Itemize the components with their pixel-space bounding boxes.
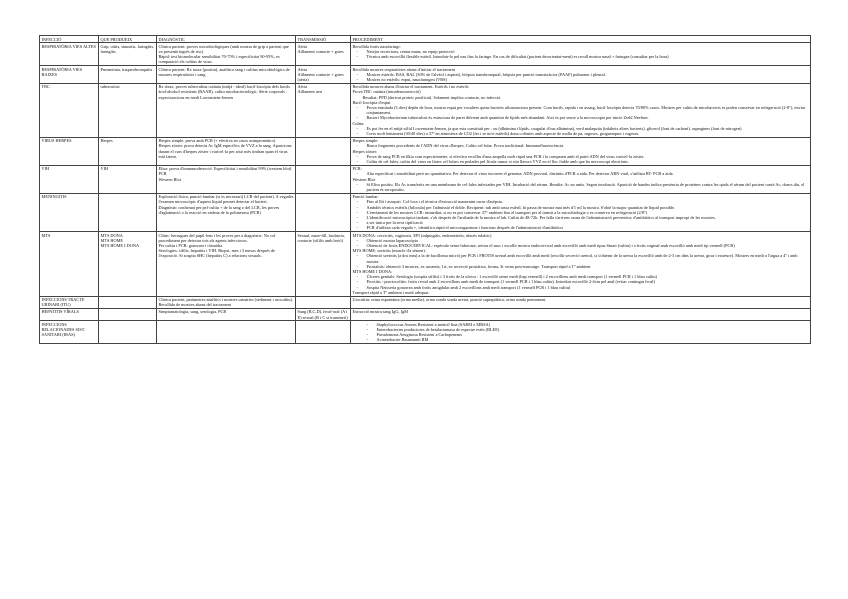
cell-infeccio: MENINGITIS: [40, 193, 99, 231]
procedure-bullet: - L'enviament de les mostres LCR: immediat; si no es pot conservar 37° ambient fins el transport per al transit a la microbiologia o es conserva en refrigeració (2/8°): [353, 210, 809, 215]
procedure-bullet: - Bacteri Mycobacterium tuberculosi ès estructura de paret diferent amb quantitat de lípids més abundant. Així es pot veure a la microscopia per tinció Ziehl Neelsen.: [353, 115, 809, 120]
procedure-bullet: - Proctitis - proctocolitis: frotis rectal amb 2 escovillons amb medi de transport (1 vermell PCR i 1 blau cultiu). Introduir escovilló 2-4cm pel anal (evitar contingut fecal): [353, 279, 809, 284]
cell-produeix: [99, 296, 157, 308]
procedure-line: Western Blot: [352, 176, 375, 182]
procedure-line: Recollida frotis nasofaringi:: [352, 43, 401, 49]
table-row: [40, 321, 811, 344]
cell-procediment: [351, 43, 811, 66]
cell-diagnostic: Rx tòrax, proves tuberculina cutània (mitjà - ideal) bacil·loscòpia dels bacils àcid-alcohol resistents (BAAR), cultiu micobacteriològic. Sèrie corporals : expectoracions en medi Lowenstein-Jensen: [157, 83, 296, 137]
procedure-line: MTS DONA: cervicitis, vaginosis, EPI (salpingitis, endometritis, abscés tubàric): [352, 232, 492, 238]
cell-infeccio: VIRUS HERPES: [40, 137, 99, 165]
cell-infeccio: TBC: [40, 83, 99, 137]
procedure-bullet: - a ser única per la seva tipificació: [353, 220, 809, 225]
procedure-line: Prova TBC cutània (intradermoreacció): [352, 89, 421, 95]
cell-transmissio: [296, 137, 351, 165]
procedure-line: MTS HOME I DONA:: [352, 269, 393, 275]
cell-procediment: [351, 66, 811, 84]
cell-infeccio: INFECCIONS RELACIONADES SIST. SANITARI (IRAS): [40, 321, 99, 344]
cell-transmissio: Aèria Aïllament contacte + gotes: [296, 43, 351, 66]
procedure-bullet: - Enterobacteries productores de betalactamasa de espectre estès (BLEE): [353, 327, 809, 332]
procedure-bullet: - Ambdós tècnics estèrils (bilocula) per l'admissió el doble. Recipient: tub amb tassa estèril, hi passa de mostra mai més d'1 ml la mostra. S'obté la major quantitat de líquid possible.: [353, 205, 809, 210]
procedure-bullet: - Obtenció mostra laparoscòpia: [353, 238, 809, 243]
cell-procediment: [351, 308, 811, 320]
table-row: [40, 43, 811, 66]
procedure-bullet: - Mostres no estèrils: esput, nasofaringeu (VRS): [353, 77, 809, 82]
procedure-bullet: - Si Elisa positiu. Els Ac transferits en una membrana de cel·lules infectades per VIH. Incubació del sèrum. Resulta: Ac no units. Segon incubació. Aparició de bandes indica presència de proteïnes contra les quals el sèrum del pacient conté Ac, doncs diu, el pacient és seropositiu.: [353, 182, 809, 192]
procedure-bullet: - Prostatitis: obtenció 3 mostres, ex uroantis, 1ri, ex secreció prostàtica, forma, 3r orina post-massatge. Transport ràpid a Tº ambient: [353, 264, 809, 269]
cell-diagnostic: Clínica pacient: Rx torax (positiu), analítica sang i cultius microbiològics de mostres respiratòries i sang: [157, 66, 296, 84]
table-row: [40, 66, 811, 84]
cell-diagnostic: Clínic: herrugues del pupil·lens i les proves per a diagnòstic. No col procediment per detectar tots els agents infecciosos. Per cultiu i PCR: gonorrea i clamídia Serologies: sífilis, hepatitis i VIH. Biopsi, mes i 3 mesos després de l'exposició. Si sospita SHC (hepatitis C) a relacions sexuals.: [157, 232, 296, 296]
header-produeix: QUE PRODUEIX: [99, 36, 157, 43]
procedure-bullet: - Prova de sang PCR en líkia com espectròmetre, si efectiva recolliu d'una ampolla molt ràpid una PCR i la comparen amb el patró ADN del virus varicel·la zòster.: [353, 154, 809, 159]
procedure-bullet: - Sospita Neisseria gonorrea amb frotis amigdalar amb 2 escovillons amb medi transport (1 vermell PCR i 1 blau cultiu): [353, 285, 809, 290]
cell-produeix: Herpes: [99, 137, 157, 165]
cell-procediment: [351, 83, 811, 137]
procedure-bullet: - Alta específicat i sensibilitat però no quantitativa. Per detectar el virus incorren el genoma, ADN proviral, distintiu d'PCR a aida. Per detectar ARN viral, s'utilitza RT- PCR a aida.: [353, 171, 809, 176]
procedure-bullet: - Pseudomona Aeuginosa Resistent a Carbapenems: [353, 332, 809, 337]
procedure-bullet: - Staphylococcus Aureus Resistent a meticil·lina (SARM o MRSA): [353, 322, 809, 327]
cell-diagnostic: Elisa: prova d'immunodetecció. Especificitat i sensibilitat 99% (western blot) PCR Western Blot: [157, 165, 296, 193]
table-body: [40, 43, 811, 344]
procedure-bullet: - Úlceres genitals: Serologia (sospita sífilis) i 3 frotis de la ulcera : 1 escovilló sense medi (bap vermell) i 2 escovillons amb medi transport (1 vermell PCR i 1 blau cultiu): [353, 274, 809, 279]
cell-diagnostic: Clínica pacient, paràmetres analítics i mostres urinàries (sediment i urocultiu). Recollida de mostres abans del tractament: [157, 296, 296, 308]
cell-transmissio: Aèria Aïllament contacte + gotes (aèria): [296, 66, 351, 84]
cell-infeccio: MTS: [40, 232, 99, 296]
header-diagnostic: DIAGNÒSTIC: [157, 36, 296, 43]
procedure-bullet: - Cultiu de cel·lules: cultiu del virus en línies cel·lulars en perlades pel·lícula tumor si són llavors VVZ en el lloc fiable amb que ha microscopi electrònic.: [353, 159, 809, 164]
procedure-line: MTS HOME: uretritis (muscle d'a sèmen):: [352, 248, 426, 254]
procedure-line: Recollida mostres abans d'iniciar el tractament. Estèrils i no estèrils: [352, 84, 469, 90]
header-transmissio: TRANSMISSIÓ: [296, 36, 351, 43]
cell-produeix: [99, 321, 157, 344]
procedure-bullet: - Prova esmitada (3 dies) depèn de hora, mostra esput per vosaltres quins bacteris ultrastructura present. Com bacils, rapida i en assaig, bacil·loscòpia detecta 70/80% casos. Mostres per cultiu de micobacteris es poden conservar en refrigeració (2-8°), enviar conjuntament.: [353, 105, 809, 115]
cell-transmissio: [296, 321, 351, 344]
table-row: [40, 296, 811, 308]
procedure-line: Transport ràpid a Tº ambient i medi adequat.: [352, 289, 430, 295]
cell-infeccio: VIH: [40, 165, 99, 193]
procedure-bullet: - Busca fragments procedents de l'ADN del virus d'herpes. Cultiu cel·lular. Prova tradicional: Immunofluorescència.: [353, 143, 809, 148]
cell-diagnostic: Herpes simple: prova amb PCR (+ efectiva en casos asimptomàtics) Herpes zòster: prova detecta Ac IgM específics de VVZ a la sang. Aparicions durant el curs d'herpes zòster i varicel·la per això més tindran quan el virus està latent.: [157, 137, 296, 165]
procedure-line: Cultiu:: [352, 120, 365, 126]
procedure-bullet: - L'identificació microscòpica tardant, s'ob després de l'arribada de la mostra el lab. Cultiu de 48-72h. Per falla s'arriven causa de l'administració preventiva; d'antibiòtics al transport impropi de les mostres.: [353, 215, 809, 220]
cell-diagnostic: [157, 321, 296, 344]
procedure-bullet: - Obtenció uretritis (a dos mm) a la de bacilloma micrò) per PCR i FROTIS uretral amb escovilló amb medi (recollir secreció uretral, si s'obtenir de la uretra la escovilló amb de 2-3 cm dins la uretra, girar i extreure). Mostres en medi a l'aigua a 4º t amb mostra.: [353, 253, 809, 263]
procedure-line: Punció lumbar:: [352, 194, 379, 200]
cell-infeccio: RESPIRATÒRIA VIES ALTES: [40, 43, 99, 66]
cell-transmissio: [296, 296, 351, 308]
cell-transmissio: Aèria Aïllament aeri: [296, 83, 351, 137]
cell-procediment: [351, 193, 811, 231]
procedure-bullet: - PCR d'utilitza cada vegada +, identifica ràpid el microorganisme i funcions després de l'administració d'antibiòtics: [353, 225, 809, 230]
cell-procediment: [351, 232, 811, 296]
cell-produeix: [99, 308, 157, 320]
header-row: [40, 36, 811, 43]
cell-produeix: Grip, otitis, sinusitis, faringitis, laringitis: [99, 43, 157, 66]
cell-procediment: [351, 296, 811, 308]
procedure-bullet: - Mostres estèrils: BAS, BAL (30% de l'alvèol i aspirat), biòpsia transbronquial, biòpsia per punció transtoràcica (PAAF) pulmonar i pleural.: [353, 72, 809, 77]
procedure-bullet: - Es pot fer en el mitjà sòlid Lowenstein-Jensen, ja que esta constituït per : ou (albúmina i lípids, coagulat d'ous albúmina), verd malaquita (inhibeix altres bacteris), glicerol (font de carboni), aspargines (font de nitrogen): [353, 126, 809, 131]
cell-produeix: MTS DONA MTS HOME MTS HOME I DONA: [99, 232, 157, 296]
cell-infeccio: HEPATITIS VÍRALS: [40, 308, 99, 320]
table-row: [40, 308, 811, 320]
cell-procediment: [351, 137, 811, 165]
cell-transmissio: Sang (B,C,D), fecal-oral (A i E) sexual (B i C si transmeti): [296, 308, 351, 320]
cell-produeix: tuberculosi: [99, 83, 157, 137]
cell-procediment: [351, 321, 811, 344]
cell-infeccio: RESPIRATÒRIA VIES BAIXES: [40, 66, 99, 84]
procedure-bullet: - Acinetobacter Baumannii RM: [353, 337, 809, 342]
cell-diagnostic: Simptomatologia, sang, serologia, PCR: [157, 308, 296, 320]
procedure-line: PCR:: [352, 166, 362, 172]
cell-transmissio: Sexual, mare-fill, lactància, contacte (sífilis amb lesió): [296, 232, 351, 296]
procedure-line: Herpes zòster:: [352, 148, 378, 154]
procedure-line: Bacil·loscòpia d'esput: [352, 99, 391, 105]
table-row: [40, 193, 811, 231]
procedure-bullet: - Netejar secrecions, rentar mans, no equip protecció: [353, 49, 809, 54]
header-procediment: PROCEDIMENT: [351, 36, 811, 43]
cell-infeccio: INFECCIONS TRACTE URINARI (ITU): [40, 296, 99, 308]
table-row: [40, 83, 811, 137]
cell-transmissio: [296, 165, 351, 193]
infections-table: [39, 35, 811, 344]
header-infeccio: INFECCIÓ: [40, 36, 99, 43]
procedure-bullet: - Fins al llit i assepsit. Col·loca t el tècnica d'extracció mantenint curse d'asèpsia.: [353, 199, 809, 204]
procedure-bullet: - Creix molt lentament (30/40 dies) a 37º en atmosfera de CO2 (fer i se no'n estèrils) dona colònies amb aspecte de molla de pa, rugoses, groguenques i rugoses.: [353, 131, 809, 136]
table-row: [40, 137, 811, 165]
procedure-line: Herpes simple:: [352, 138, 379, 144]
procedure-line: Recollida mostres respiratòries abans d'iniciar el tractament: [352, 66, 455, 72]
cell-diagnostic: Exploració física, punció lumbar (si es necessari) LCR del pacient). A vegades l'examen microscòpic d'aquest líquid permet detectar el bacteri. Diagnòstic confirmat per pel·cultiu + de la sang o del LCR, les proves d'aglutinació o la reacció en cadena de la polimerasa (PCR): [157, 193, 296, 231]
procedure-bullet: Resultat: PPD (derivat proteic purificat). Solament implica contacte, no infecció.: [362, 94, 502, 100]
cell-produeix: VIH: [99, 165, 157, 193]
cell-procediment: [351, 165, 811, 193]
procedure-bullet: - Obtenció de frotis ENDOCERVICAL: espèculo sense lubricant, retirar el moc i escollir mostra endocervical amb escovilló amb medi tipus Stuart (cultiu) i a frotis vaginal amb escovilló amb medi tip vermell (PCR): [353, 243, 809, 248]
cell-diagnostic: Clínica pacient: proves microbiològiques (amb mostra de grip a pacient que va presentà ingrés de risc) Ràpid: test biomolecular sensibilitat 70-75% i especificitat 90-95%, es comparació els cultius de virus.: [157, 43, 296, 66]
cell-produeix: Pneumònia, traqueobronquitis: [99, 66, 157, 84]
table-row: [40, 232, 811, 296]
cell-transmissio: [296, 193, 351, 231]
procedure-line: Extracció mostra sang IgG, IgM: [352, 309, 408, 315]
cell-produeix: [99, 193, 157, 231]
procedure-bullet: - Tècnica amb escovilló flexible estèril. Introduir-lo pel nas fins la faringe. En cas de dificultat (pacient desorientat-ment) es recull mostra nasal + faringea (consultar per la hora): [353, 54, 809, 59]
table-row: [40, 165, 811, 193]
procedure-line: Urocultiu: orina espontània (orina media), orina sonda sonda uretra, punció suprapúbica, orina sonda permanent.: [352, 297, 547, 303]
